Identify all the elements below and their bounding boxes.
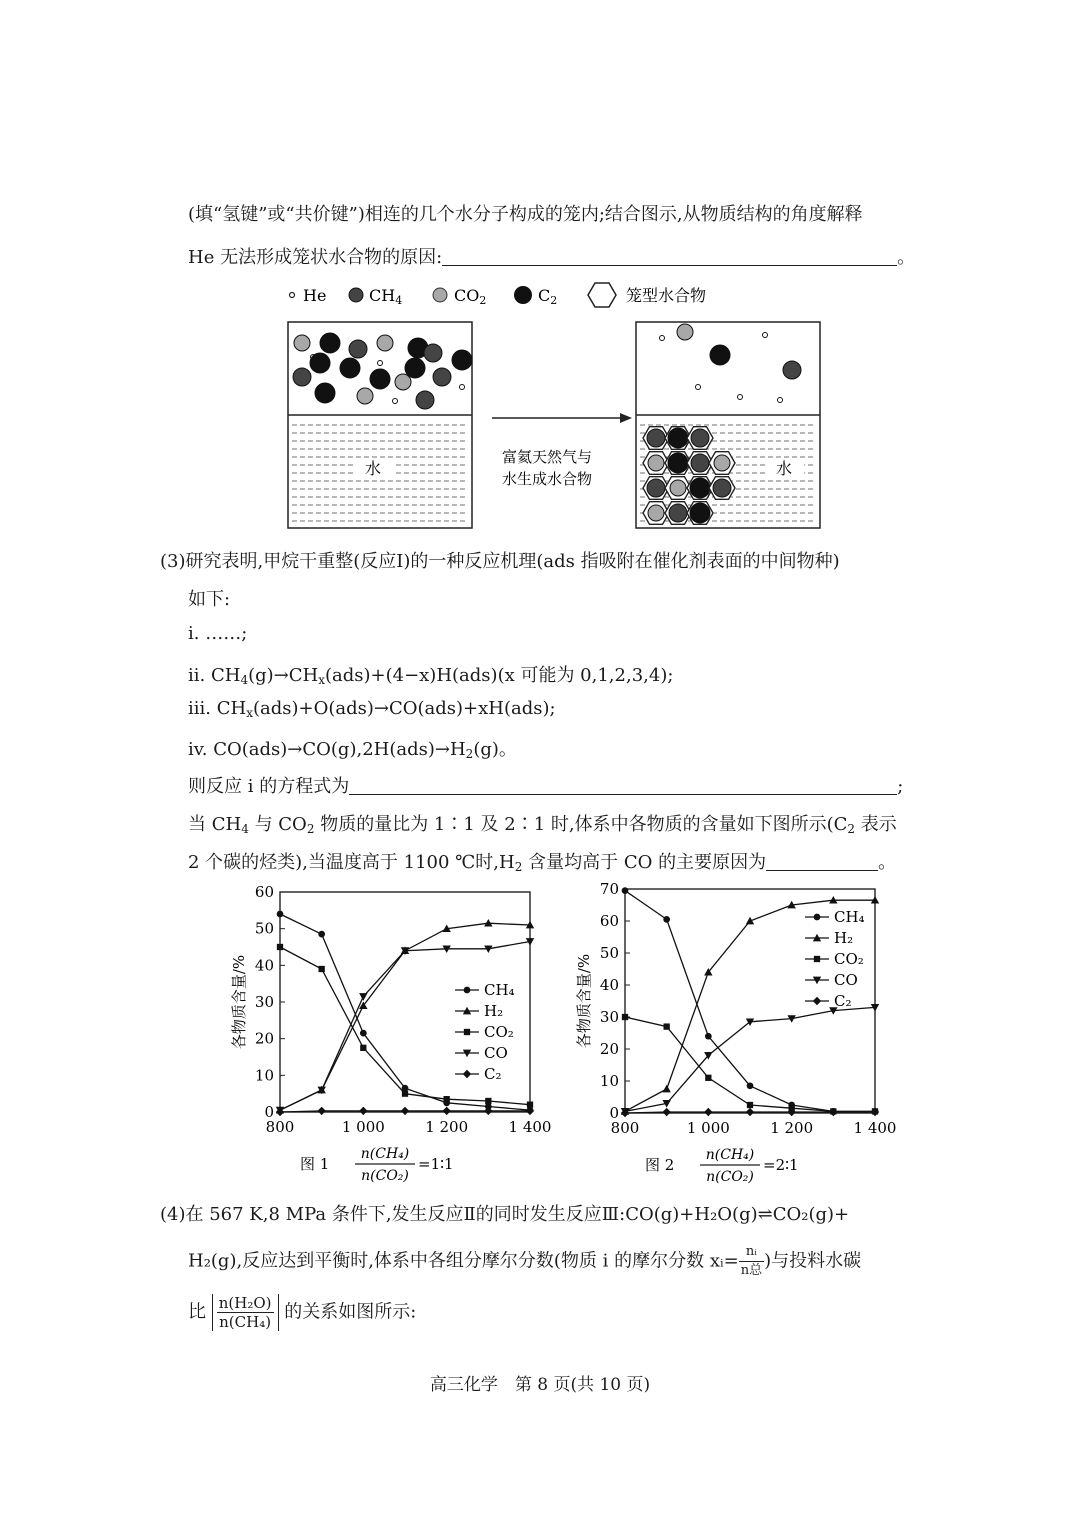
point-marker (464, 987, 471, 994)
y-tick-label: 20 (599, 1040, 619, 1058)
y-tick-label: 40 (599, 976, 619, 994)
point-marker (746, 917, 754, 925)
y-tick-label: 60 (254, 883, 274, 901)
x-tick-label: 1 400 (508, 1118, 552, 1136)
legend-label: H₂ (484, 1002, 504, 1020)
he-molecule (378, 361, 383, 366)
ch4-molecule (293, 368, 311, 386)
point-marker (360, 1045, 366, 1051)
chart-fig2 (565, 875, 897, 1185)
point-marker (317, 1107, 325, 1115)
y-axis-label: 各物质含量/% (575, 953, 593, 1049)
ch4-molecule (783, 361, 801, 379)
point-marker (747, 1102, 753, 1108)
c2-molecule (668, 453, 688, 473)
legend-co2-label: CO2 (454, 286, 487, 307)
part3-question3: 2 个碳的烃类),当温度高于 1100 ℃时$,H_2$ 含量均高于 CO 的主要原因为 。 (188, 852, 897, 874)
y-tick-label: 30 (599, 1008, 619, 1026)
legend-cage-icon (588, 283, 616, 307)
y-tick-label: 20 (254, 1029, 274, 1048)
reaction-arrow (492, 413, 632, 488)
legend-c2-icon (514, 286, 532, 304)
he-molecule (460, 385, 465, 390)
point-marker (622, 1014, 628, 1020)
part2-line2 (188, 243, 915, 269)
legend-label: H₂ (834, 929, 854, 947)
figure-caption-denominator: n(CO₂) (706, 1169, 754, 1185)
series-4 (276, 1107, 534, 1117)
c2-molecule (340, 358, 360, 378)
x-tick-label: 1 400 (853, 1119, 897, 1137)
series-line (625, 1017, 875, 1111)
cage-hydrate-figure (270, 275, 840, 535)
c2-molecule (370, 369, 390, 389)
point-marker (746, 1108, 754, 1116)
figure-caption-ratio: =2∶1 (763, 1156, 799, 1174)
point-marker (464, 1029, 470, 1035)
point-marker (526, 1107, 534, 1115)
ch4-molecule (647, 479, 665, 497)
c2-molecule (315, 383, 335, 403)
point-marker (442, 1107, 450, 1115)
series-4 (621, 1108, 879, 1117)
point-marker (664, 1023, 670, 1029)
c2-molecule (668, 428, 688, 448)
point-marker (360, 1030, 367, 1037)
point-marker (705, 1033, 712, 1040)
he-molecule (738, 395, 743, 400)
y-tick-label: 70 (599, 880, 619, 898)
figure-caption-prefix: 图 2 (645, 1156, 675, 1174)
part2-line1: (填“氢键”或“共价键”)相连的几个水分子构成的笼内;结合图示,从物质结构的角度解释 (188, 204, 863, 225)
point-marker (485, 1098, 491, 1104)
answer-blank-1[interactable] (442, 247, 897, 266)
arrow-label-line2: 水生成水合物 (502, 470, 593, 488)
legend-entry (805, 929, 853, 947)
part3-intro2: 如下: (188, 589, 231, 610)
legend-c2-label: C2 (538, 286, 558, 307)
legend-entry (805, 992, 852, 1010)
legend-label: CH₄ (484, 981, 515, 999)
co2-molecule (357, 388, 373, 404)
legend-entry (455, 981, 515, 999)
part4-line3: 比 $\frac{\text{n(H₂O)}}{\text{n(CH₄)}}$ 的关系如图所示: (188, 1294, 417, 1331)
right-water-label: 水 (776, 459, 793, 478)
x-tick-label: 1 000 (686, 1119, 730, 1137)
x-tick-label: 1 200 (425, 1118, 469, 1136)
part3-step-ii: ii. $CH_4(g)\to CH_x(ads)+(4-x)H(ads)(x$ 可能为 0,1,2,3,4); (188, 665, 674, 687)
co2-molecule (648, 505, 664, 521)
part2-line2-text: He 无法形成笼状水合物的原因: (188, 247, 443, 268)
part2-line2-end: 。 (897, 247, 916, 268)
figure-caption-prefix: 图 1 (300, 1155, 330, 1173)
c2-molecule (310, 353, 330, 373)
y-tick-label: 60 (599, 912, 619, 930)
point-marker (662, 1085, 670, 1093)
y-tick-label: 0 (609, 1104, 619, 1122)
legend-ch4-label: CH4 (369, 286, 403, 307)
c2-molecule (320, 333, 340, 353)
figure-caption-denominator: n(CO₂) (361, 1168, 409, 1184)
point-marker (359, 1107, 367, 1115)
c2-molecule (452, 350, 472, 370)
y-axis-label: 各物质含量/% (230, 954, 248, 1050)
point-marker (277, 944, 283, 950)
x-tick-label: 800 (610, 1119, 640, 1137)
ch4-molecule (713, 479, 731, 497)
x-tick-label: 1 200 (770, 1119, 814, 1137)
y-tick-label: 40 (254, 956, 274, 975)
he-molecule (778, 398, 783, 403)
legend-entry (455, 1065, 502, 1083)
legend-entry (455, 1023, 514, 1041)
point-marker (402, 1091, 408, 1097)
point-marker (662, 1108, 670, 1116)
x-tick-label: 800 (265, 1118, 295, 1136)
legend-entry (805, 971, 858, 989)
legend-label: CO₂ (484, 1023, 514, 1041)
figure-caption-ratio: =1∶1 (418, 1155, 454, 1173)
y-tick-label: 10 (599, 1072, 619, 1090)
answer-blank-2[interactable] (349, 776, 897, 795)
legend-entry (805, 950, 864, 968)
point-marker (814, 914, 821, 921)
ch4-molecule (416, 391, 434, 409)
point-marker (704, 1108, 712, 1116)
point-marker (463, 1070, 471, 1078)
legend-entry (455, 1002, 503, 1020)
part3-intro1: (3)研究表明,甲烷干重整(反应Ⅰ)的一种反应机理(ads 指吸附在催化剂表面的中间物种) (160, 551, 840, 572)
point-marker (318, 931, 325, 938)
co2-molecule (714, 455, 730, 471)
figure-caption-numerator: n(CH₄) (705, 1147, 755, 1163)
co2-molecule (294, 335, 310, 351)
left-water-label: 水 (365, 459, 382, 478)
legend-entry (455, 1044, 508, 1062)
legend-label: C₂ (484, 1065, 502, 1083)
series-2 (622, 1014, 878, 1115)
co2-molecule (377, 335, 393, 351)
he-molecule (660, 336, 665, 341)
point-marker (401, 1107, 409, 1115)
legend-label: C₂ (834, 992, 852, 1010)
part3-question1: 则反应 i 的方程式为 ; (188, 776, 904, 797)
point-marker (705, 1075, 711, 1081)
ch4-molecule (691, 429, 709, 447)
point-marker (813, 997, 821, 1005)
co2-molecule (648, 455, 664, 471)
point-marker (622, 887, 629, 894)
x-tick-label: 1 000 (341, 1118, 385, 1136)
point-marker (444, 1096, 450, 1102)
arrow-label-line1: 富氦天然气与 (502, 448, 593, 466)
chart-fig1 (220, 880, 552, 1184)
he-molecule (393, 399, 398, 404)
ch4-molecule (647, 429, 665, 447)
part3-step-i: i. ……; (188, 623, 248, 644)
co2-molecule (677, 324, 693, 340)
y-tick-label: 50 (254, 919, 274, 938)
ch4-molecule (433, 368, 451, 386)
legend-he-label: He (303, 286, 327, 305)
series-3 (621, 1004, 879, 1116)
legend-co2-icon (433, 288, 447, 302)
c2-molecule (690, 478, 710, 498)
part4-line2: H₂(g),反应达到平衡时,体系中各组分摩尔分数(物质 i 的摩尔分数 xᵢ= $\frac{\text{nᵢ}}{\text{n总}}$ )与投料水碳 (188, 1244, 862, 1278)
right-box (636, 322, 820, 528)
part3-step-iii: iii. $CH_x(ads)+O(ads)\to CO(ads)+xH(ads)$; (188, 698, 556, 720)
point-marker (814, 956, 820, 962)
part4-line1: (4)在 567 K,8 MPa 条件下,发生反应Ⅱ的同时发生反应Ⅲ:CO(g)+H₂O(g)⇌CO₂(g)+ (160, 1204, 850, 1225)
y-tick-label: 0 (264, 1103, 274, 1121)
c2-molecule (710, 345, 730, 365)
legend-label: CH₄ (834, 908, 865, 926)
point-marker (747, 1082, 754, 1089)
he-molecule (763, 333, 768, 338)
point-marker (359, 993, 367, 1001)
answer-blank-3[interactable] (766, 852, 878, 871)
y-tick-label: 50 (599, 944, 619, 962)
left-box (288, 322, 472, 528)
point-marker (319, 966, 325, 972)
ch4-molecule (691, 454, 709, 472)
legend-cage-label: 笼型水合物 (626, 286, 707, 305)
part3-question2: 当 $CH_4$ 与 $CO_2$ 物质的量比为 1∶1 及 2∶1 时,体系中各物质的含量如下图所示($C_2$ 表示 (188, 814, 897, 836)
legend-he-icon (290, 293, 295, 298)
co2-molecule (670, 480, 686, 496)
c2-molecule (405, 358, 425, 378)
legend-label: CO (484, 1044, 508, 1062)
ch4-molecule (349, 340, 367, 358)
c2-molecule (690, 503, 710, 523)
page-footer: 高三化学 第 8 页(共 10 页) (429, 1375, 651, 1395)
legend-label: CO (834, 971, 858, 989)
point-marker (277, 911, 284, 918)
legend-ch4-icon (349, 288, 363, 302)
co2-molecule (395, 374, 411, 390)
y-tick-label: 30 (254, 993, 274, 1011)
ch4-molecule (669, 504, 687, 522)
legend-entry (805, 908, 865, 926)
figure-caption-numerator: n(CH₄) (360, 1146, 410, 1162)
y-tick-label: 10 (254, 1066, 274, 1085)
ch4-molecule (424, 344, 442, 362)
cage-legend (290, 283, 707, 307)
point-marker (663, 916, 670, 923)
legend-label: CO₂ (834, 950, 864, 968)
he-molecule (696, 385, 701, 390)
part3-step-iv: iv. $CO(ads)\to CO(g),2H(ads)\to H_2(g)$。 (188, 739, 517, 761)
